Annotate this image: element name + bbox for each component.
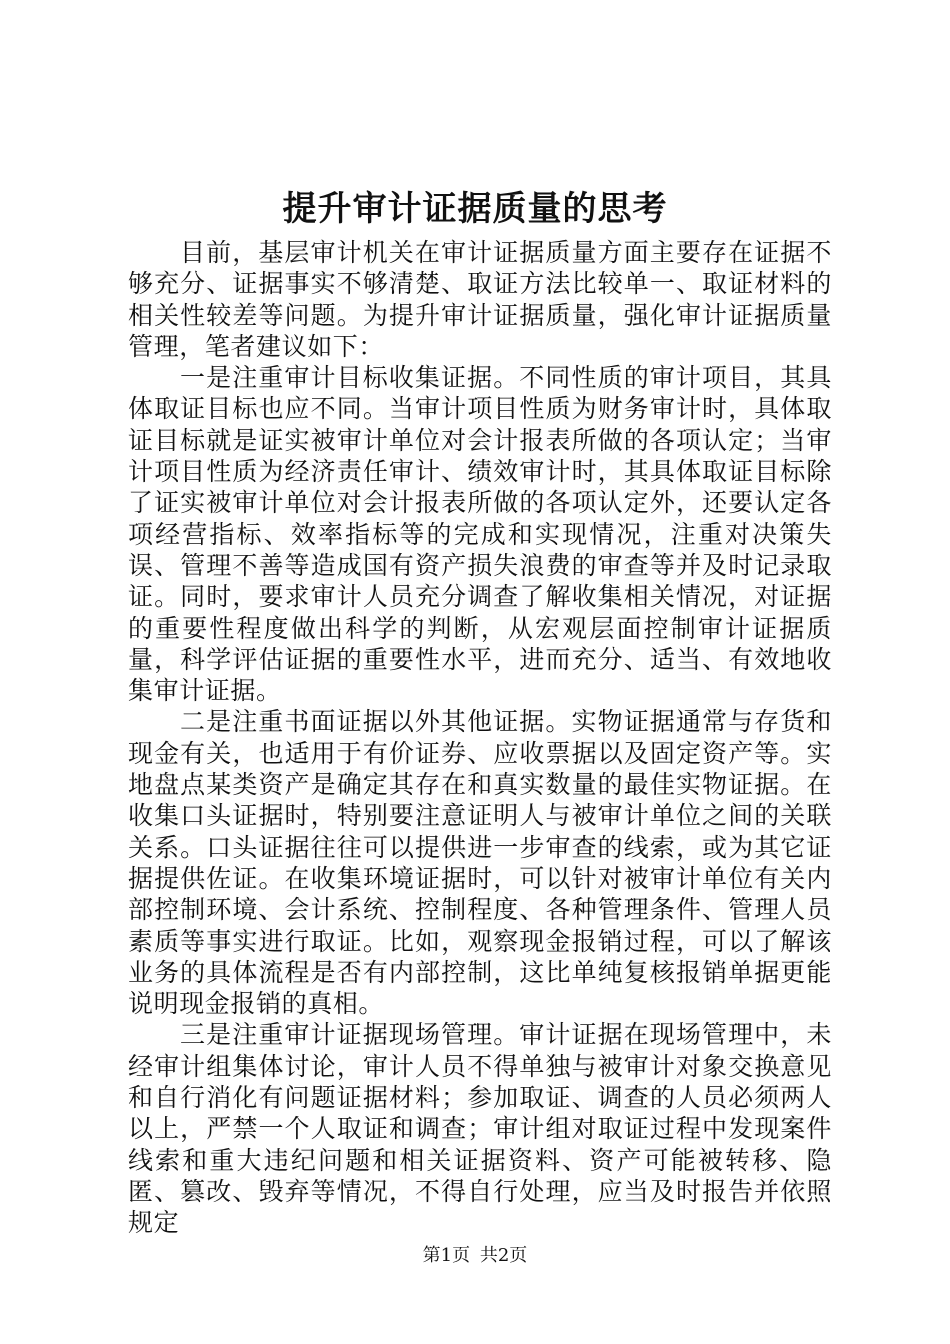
paragraph-intro: 目前，基层审计机关在审计证据质量方面主要存在证据不够充分、证据事实不够清楚、取证方法比较单一、取证材料的相关性较差等问题。为提升审计证据质量，强化审计证据质量管理，笔者建议如下： (128, 238, 832, 361)
page-number: 第1页 (422, 1245, 471, 1266)
page-footer (0, 1244, 950, 1268)
document-title: 提升审计证据质量的思考 (282, 189, 668, 229)
paragraph-point-two: 二是注重书面证据以外其他证据。实物证据通常与存货和现金有关，也适用于有价证券、应收票据以及固定资产等。实地盘点某类资产是确定其存在和真实数量的最佳实物证据。在收集口头证据时，特别要注意证明人与被审计单位之间的关联关系。口头证据往往可以提供进一步审查的线索，或为其它证据提供佐证。在收集环境证据时，可以针对被审计单位有关内部控制环境、会计系统、控制程度、各种管理条件、管理人员素质等事实进行取证。比如，观察现金报销过程，可以了解该业务的具体流程是否有内部控制，这比单纯复核报销单据更能说明现金报销的真相。 (128, 707, 832, 1019)
paragraph-point-one: 一是注重审计目标收集证据。不同性质的审计项目，其具体取证目标也应不同。当审计项目性质为财务审计时，具体取证目标就是证实被审计单位对会计报表所做的各项认定；当审计项目性质为经济责任审计、绩效审计时，其具体取证目标除了证实被审计单位对会计报表所做的各项认定外，还要认定各项经营指标、效率指标等的完成和实现情况，注重对决策失误、管理不善等造成国有资产损失浪费的审查等并及时记录取证。同时，要求审计人员充分调查了解收集相关情况，对证据的重要性程度做出科学的判断，从宏观层面控制审计证据质量，科学评估证据的重要性水平，进而充分、适当、有效地收集审计证据。 (128, 363, 832, 706)
document-body (128, 237, 832, 1239)
page-total: 共2页 (479, 1245, 528, 1266)
paragraph-point-three: 三是注重审计证据现场管理。审计证据在现场管理中，未经审计组集体讨论，审计人员不得单独与被审计对象交换意见和自行消化有问题证据材料；参加取证、调查的人员必须两人以上，严禁一个人取证和调查；审计组对取证过程中发现案件线索和重大违纪问题和相关证据资料、资产可能被转移、隐匿、篡改、毁弃等情况，不得自行处理，应当及时报告并依照规定 (128, 1020, 832, 1238)
